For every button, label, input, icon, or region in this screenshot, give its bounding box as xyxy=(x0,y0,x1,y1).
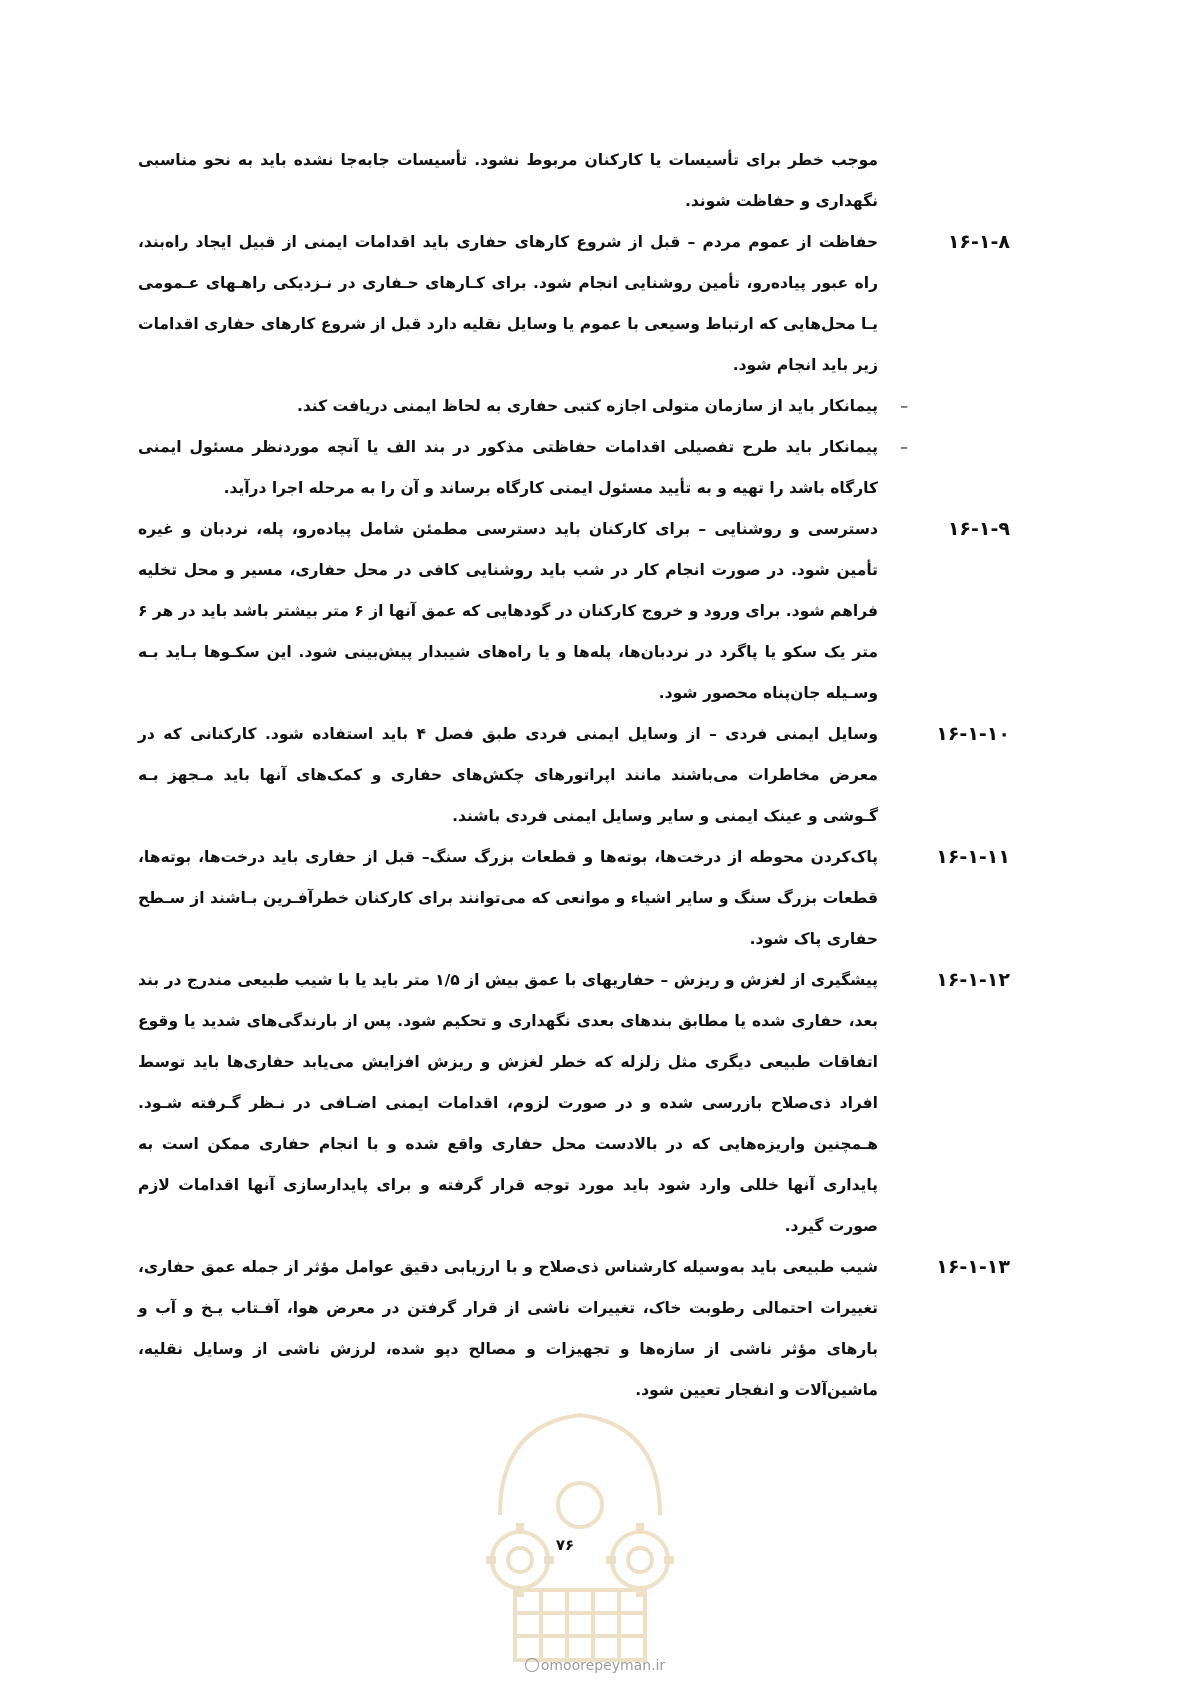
page-number: ۷۶ xyxy=(555,1536,575,1554)
section-text: وسایل ایمنی فردی – از وسایل ایمنی فردی طبق فصل ۴ باید استفاده شود. کارکنانی که در معرض مخاطرات می‌باشند مانند اپراتورهای چکش‌های حفاری و کمک‌های آنها باید مـجهز بـه گـوشی و عینک ایمنی و سایر وسایل ایمنی فردی باشند. xyxy=(138,725,878,825)
bullet-text: پیمانکار باید طرح تفصیلی اقدامات حفاظتی مذکور در بند الف یا آنچه موردنظر مسئول ایمنی کارگاه باشد را تهیه و به تأیید مسئول ایمنی کارگاه برساند و آن را به مرحله اجرا درآید. xyxy=(138,438,878,497)
section-16-1-12 xyxy=(138,960,1010,1247)
footer-watermark-url xyxy=(0,1656,1190,1676)
body-text xyxy=(138,140,1010,1411)
section-16-1-9 xyxy=(138,509,1010,714)
section-16-1-8 xyxy=(138,222,1010,386)
section-text: شیب طبیعی باید به‌وسیله کارشناس ذی‌صلاح و با ارزیابی دقیق عوامل مؤثر از جمله عمق حفاری، تغییرات احتمالی رطوبت خاک، تغییرات ناشی از قرار گرفتن در معرض هوا، آفـتاب یـخ و آب و بارهای مؤثر ناشی از سازه‌ها و تجهیزات و مصالح دپو شده، لرزش ناشی از وسایل نقلیه، ماشین‌آلات و انفجار تعیین شود. xyxy=(138,1258,878,1399)
section-text: حفاظت از عموم مردم – قبل از شروع کارهای حفاری باید اقدامات ایمنی از قبیل ایجاد راه‌بند، راه عبور پیاده‌رو، تأمین روشنایی انجام شود. برای کـارهای حـفاری در نـزدیکی راهـهای عـمومی یـا محل‌هایی که ارتباط وسیعی با عموم یا وسایل نقلیه دارد قبل از شروع کارهای حفاری اقدامات زیر باید انجام شود. xyxy=(138,233,878,374)
section-number: ۱۶-۱-۹ xyxy=(947,518,1010,540)
section-text: پاک‌کردن محوطه از درخت‌ها، بوته‌ها و قطعات بزرگ سنگ– قبل از حفاری باید درخت‌ها، بوته‌ها، قطعات بزرگ سنگ و سایر اشیاء و موانعی که می‌توانند برای کارکنان خطرآفـرین بـاشند از سـطح حفاری پاک شود. xyxy=(138,848,878,948)
section-16-1-10 xyxy=(138,714,1010,837)
bullet-dash: – xyxy=(900,397,908,415)
globe-icon xyxy=(525,1658,539,1672)
section-16-1-13 xyxy=(138,1247,1010,1411)
section-16-1-11 xyxy=(138,837,1010,960)
footer-url-text: omoorepeyman.ir xyxy=(540,1658,666,1674)
bullet-text: پیمانکار باید از سازمان متولی اجازه کتبی حفاری به لحاظ ایمنی دریافت کند. xyxy=(296,397,878,415)
section-text: پیشگیری از لغزش و ریزش – حفاریهای با عمق بیش از ۱/۵ متر باید یا با شیب طبیعی مندرج در بند بعد، حفاری شده یا مطابق بندهای بعدی نگهداری و تحکیم شود. پس از بارندگی‌های شدید یا وقوع اتفاقات طبیعی دیگری مثل زلزله که خطر لغزش و ریزش افزایش می‌یابد حفاری‌ها باید توسط افراد ذی‌صلاح بازرسی شده و در صورت لزوم، اقدامات ایمنی اضـافی در نـظر گـرفته شـود. هـمچنین واریزه‌هایی که در بالادست محل حفاری واقع شده و با انجام حفاری ممکن است به پایداری آنها خللی وارد شود باید مورد توجه قرار گرفته و برای پایدارسازی آنها اقدامات لازم صورت گیرد. xyxy=(138,971,879,1235)
section-number: ۱۶-۱-۱۳ xyxy=(936,1256,1010,1278)
intro-paragraph: موجب خطر برای تأسیسات یا کارکنان مربوط نشود. تأسیسات جابه‌جا نشده باید به نحو مناسبی نگهداری و حفاظت شوند. xyxy=(138,151,878,210)
section-text: دسترسی و روشنایی – برای کارکنان باید دسترسی مطمئن شامل پیاده‌رو، پله، نردبان و غیره تأمین شود. در صورت انجام کار در شب باید روشنایی کافی در محل حفاری، مسیر و محل تخلیه فراهم شود. برای ورود و خروج کارکنان در گودهایی که عمق آنها از ۶ متر بیشتر باشد باید در هر ۶ متر یک سکو یا پاگرد در نردبان‌ها، پله‌ها و یا راه‌های شیبدار پیش‌بینی شود. این سکـوها بـاید بـه وسـیله جان‌پناه محصور شود. xyxy=(138,520,878,702)
section-number: ۱۶-۱-۱۲ xyxy=(936,969,1010,991)
bullet-item xyxy=(138,427,908,509)
section-number: ۱۶-۱-۱۱ xyxy=(936,846,1010,868)
bullet-item xyxy=(138,386,908,427)
bullet-dash: – xyxy=(900,438,908,456)
section-number: ۱۶-۱-۱۰ xyxy=(936,723,1010,745)
section-number: ۱۶-۱-۸ xyxy=(947,231,1010,253)
